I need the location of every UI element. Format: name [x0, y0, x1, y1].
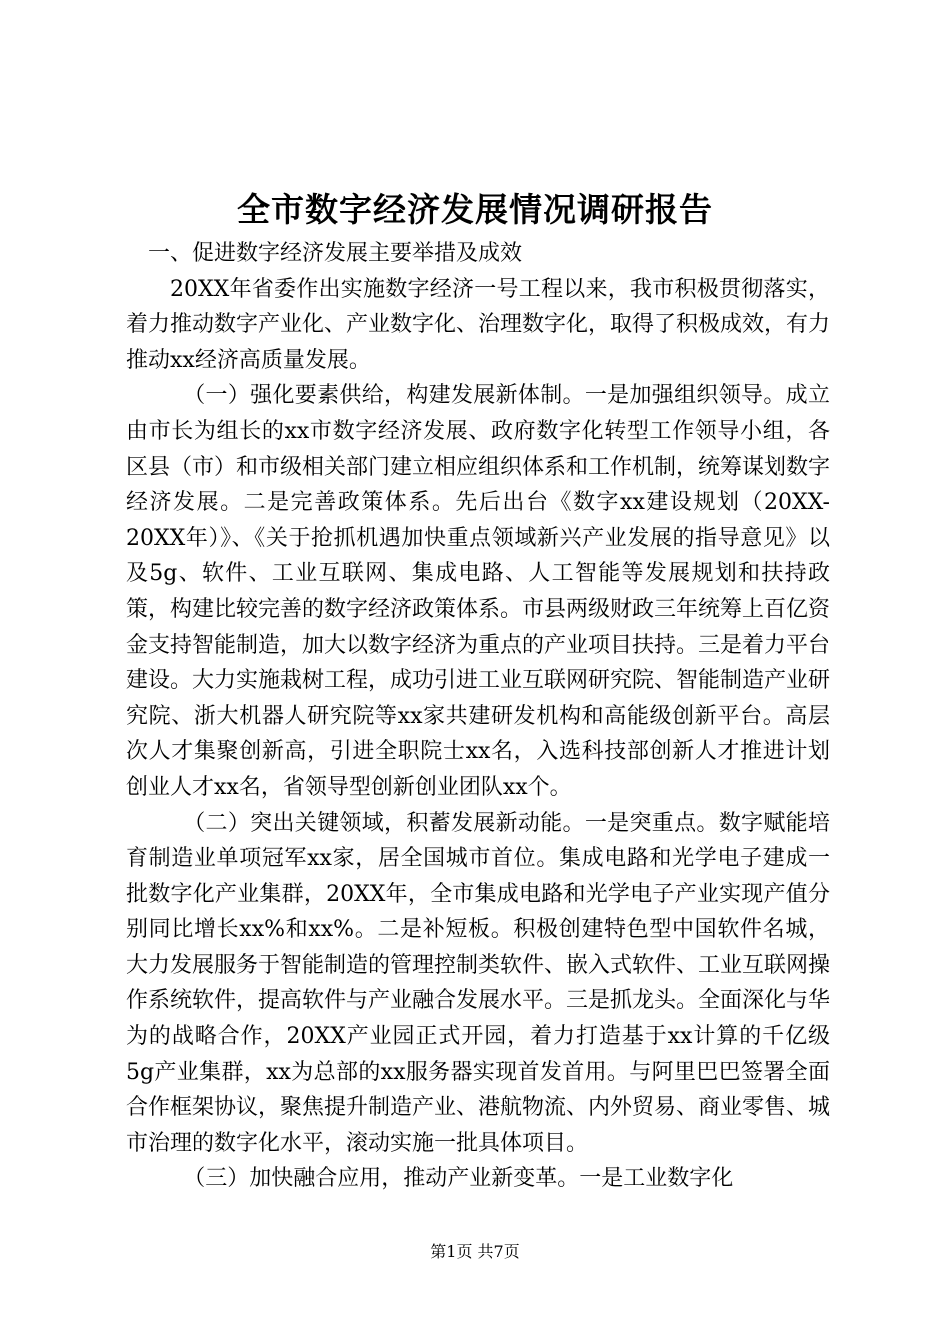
page-title: 全市数字经济发展情况调研报告	[237, 190, 713, 229]
paragraph-subsection-1: （一）强化要素供给，构建发展新体制。一是加强组织领导。成立由市长为组长的xx市数字经济发展、政府数字化转型工作领导小组，各区县（市）和市级相关部门建立相应组织体系和工作机制，统筹谋划数字经济发展。二是完善政策体系。先后出台《数字xx建设规划（20XX-20XX年）》、《关于抢抓机遇加快重点领域新兴产业发展的指导意见》以及5g、软件、工业互联网、集成电路、人工智能等发展规划和扶持政策，构建比较完善的数字经济政策体系。市县两级财政三年统筹上百亿资金支持智能制造，加大以数字经济为重点的产业项目扶持。三是着力平台建设。大力实施栽树工程，成功引进工业互联网研究院、智能制造产业研究院、浙大机器人研究院等xx家共建研发机构和高能级创新平台。高层次人才集聚创新高，引进全职院士xx名，入选科技部创新人才推进计划创业人才xx名，省领导型创新创业团队xx个。	[126, 383, 831, 800]
document-body	[126, 236, 830, 1197]
paragraph-subsection-2: （二）突出关键领域，积蓄发展新动能。一是突重点。数字赋能培育制造业单项冠军xx家，居全国城市首位。集成电路和光学电子建成一批数字化产业集群，20XX年，全市集成电路和光学电子产业实现产值分别同比增长xx%和xx%。二是补短板。积极创建特色型中国软件名城，大力发展服务于智能制造的管理控制类软件、嵌入式软件、工业互联网操作系统软件，提高软件与产业融合发展水平。三是抓龙头。全面深化与华为的战略合作，20XX产业园正式开园，着力打造基于xx计算的千亿级5g产业集群，xx为总部的xx服务器实现首发首用。与阿里巴巴签署全面合作框架协议，聚焦提升制造产业、港航物流、内外贸易、商业零售、城市治理的数字化水平，滚动实施一批具体项目。	[126, 810, 831, 1156]
paragraph-subsection-3: （三）加快融合应用，推动产业新变革。一是工业数字化	[183, 1166, 734, 1192]
paragraph-intro: 20XX年省委作出实施数字经济一号工程以来，我市积极贯彻落实，着力推动数字产业化、产业数字化、治理数字化，取得了积极成效，有力推动xx经济高质量发展。	[126, 276, 831, 373]
section-heading: 一、促进数字经济发展主要举措及成效	[148, 241, 523, 266]
page-footer: 第1页 共7页	[430, 1242, 520, 1261]
